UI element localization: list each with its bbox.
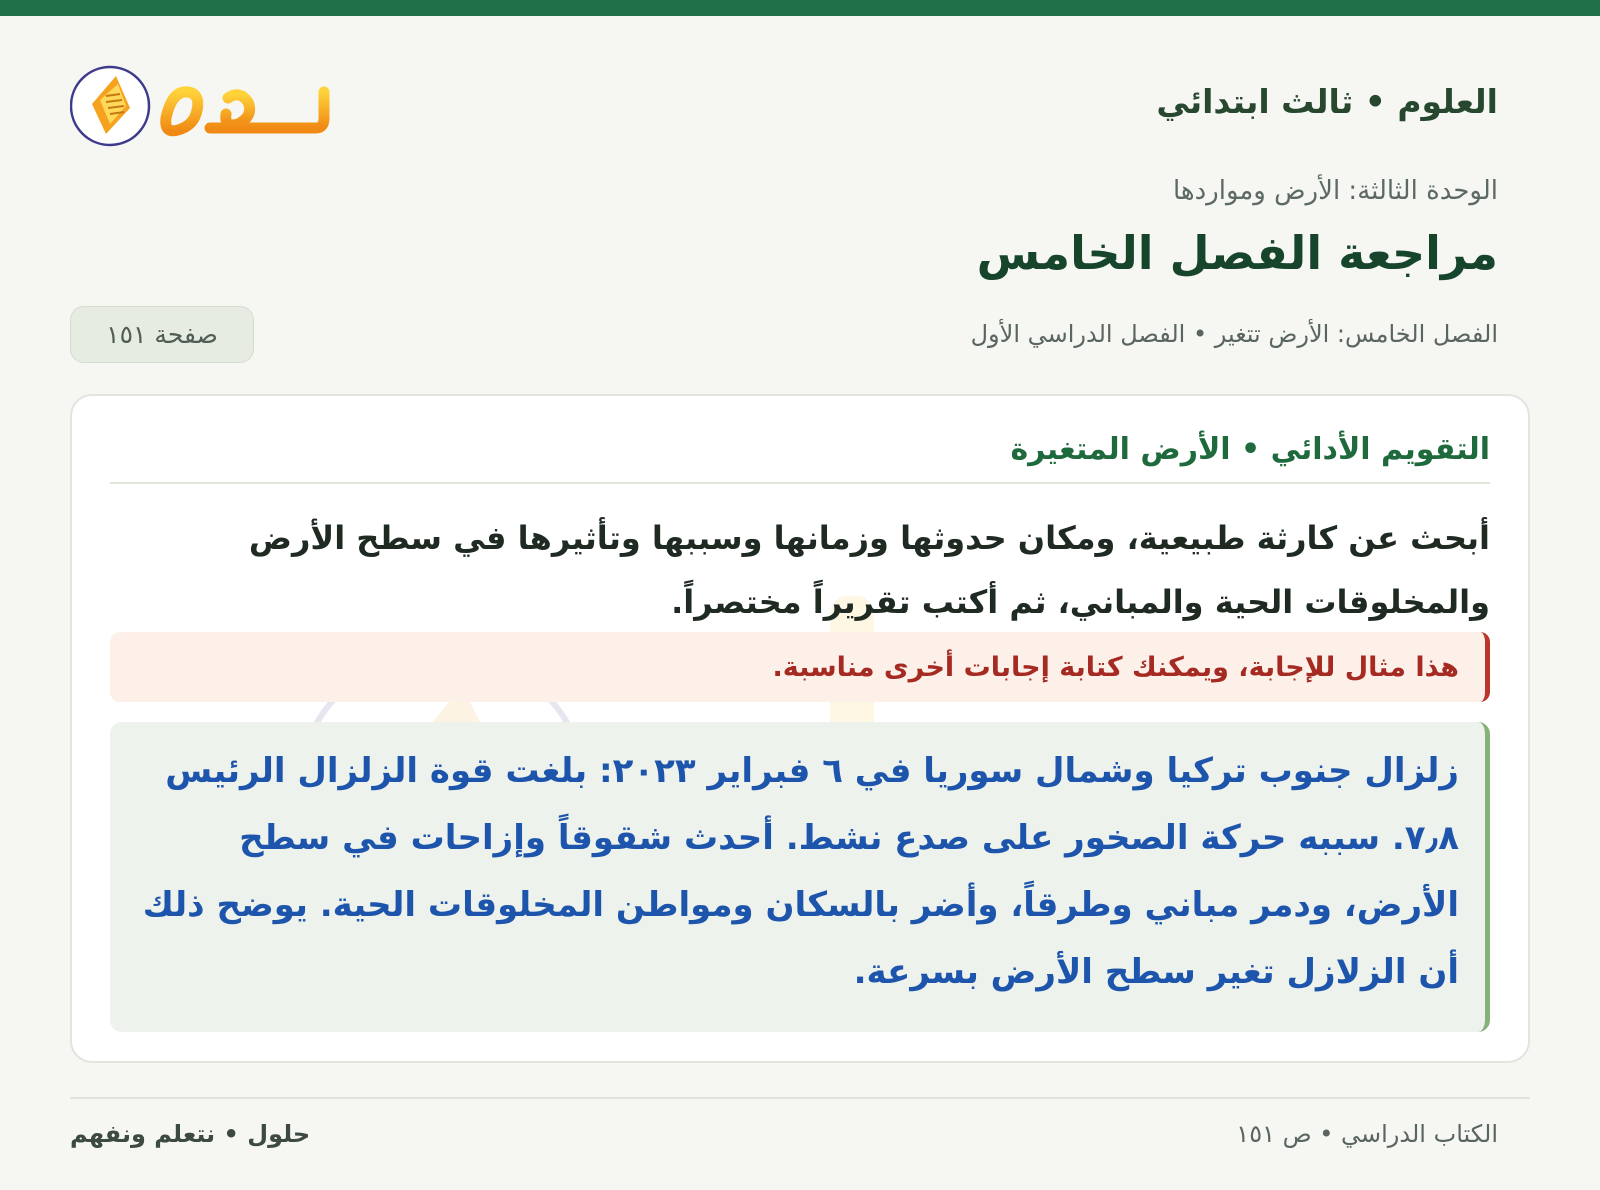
- subject-title: العلوم • ثالث ابتدائي: [1156, 82, 1498, 121]
- footer-brand: حلول • نتعلم ونفهم: [70, 1120, 311, 1148]
- top-accent-bar: [0, 0, 1600, 16]
- content-card: [70, 394, 1530, 1063]
- footer-divider: [70, 1097, 1530, 1099]
- page-title: مراجعة الفصل الخامس: [976, 226, 1498, 280]
- unit-line: الوحدة الثالثة: الأرض ومواردها: [1172, 176, 1498, 206]
- hulul-logo[interactable]: [70, 48, 330, 158]
- question-text: أبحث عن كارثة طبيعية، ومكان حدوثها وزمانها وسببها وتأثيرها في سطح الأرض والمخلوقات الحية والمباني، ثم أكتب تقريراً مختصراً.: [248, 519, 1490, 621]
- answer-note: هذا مثال للإجابة، ويمكنك كتابة إجابات أخرى مناسبة.: [110, 632, 1490, 702]
- footer-book-page: الكتاب الدراسي • ص ١٥١: [1236, 1120, 1498, 1148]
- chapter-line: الفصل الخامس: الأرض تتغير • الفصل الدراسي الأول: [970, 320, 1498, 348]
- page-header: [70, 48, 1498, 158]
- section-heading: التقويم الأدائي • الأرض المتغيرة: [110, 432, 1490, 484]
- answer-box: زلزال جنوب تركيا وشمال سوريا في ٦ فبراير ٢٠٢٣: بلغت قوة الزلزال الرئيس ٧٫٨. سببه حركة الصخور على صدع نشط. أحدث شقوقاً وإزاحات في سطح الأرض، ودمر مباني وطرقاً، وأضر بالسكان ومواطن المخلوقات الحية. يوضح ذلك أن الزلازل تغير سطح الأرض بسرعة.: [110, 722, 1490, 1032]
- page-number-badge: صفحة ١٥١: [70, 306, 254, 363]
